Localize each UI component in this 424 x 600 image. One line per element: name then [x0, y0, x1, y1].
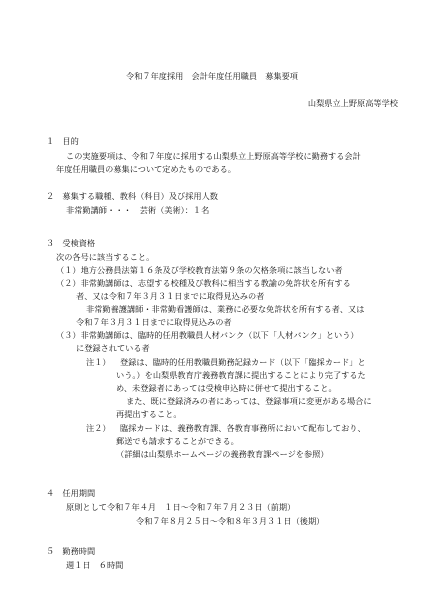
note-line: め、未登録者にあっては受検申込時に併せて提出すること。 — [116, 383, 337, 393]
section-purpose-line: 年度任用職員の募集について定めたものである。 — [56, 164, 236, 174]
section-hours-heading: ５ 勤務時間 — [46, 546, 96, 556]
qualification-item: （２）非常勤講師は、志望する校種及び教科に相当する教諭の免許状を所有する — [56, 278, 351, 288]
section-positions-heading: ２ 募集する職種、教科（科目）及び採用人数 — [46, 191, 218, 201]
section-qualifications-heading: ３ 受検資格 — [46, 238, 96, 248]
section-purpose-heading: １ 目的 — [46, 136, 79, 146]
note-label: 注１） — [86, 357, 111, 367]
note-line: 再提出すること。 — [116, 409, 182, 419]
school-name: 山梨県立上野原高等学校 — [307, 98, 398, 108]
document-title: 令和７年度採用 会計年度任用職員 募集要項 — [126, 71, 298, 81]
section-period-heading: ４ 任用期間 — [46, 488, 96, 498]
qualification-item: 者、又は令和７年３月３１日までに取得見込みの者 — [76, 291, 265, 301]
qualification-item: に登録されている者 — [76, 343, 150, 353]
note-line: 郵送でも請求することができる。 — [116, 436, 239, 446]
period-line: 原則として令和７年４月 １日～令和７年７月２３日（前期） — [66, 502, 296, 512]
section-positions-line: 非常勤講師・・・ 芸術（美術）：１名 — [66, 205, 210, 215]
qualification-item: （３）非常勤講師は、臨時的任用教職員人材バンク（以下「人材バンク」という） — [56, 330, 359, 340]
hours-line: 週１日 ６時間 — [66, 560, 124, 570]
qualification-item: （１）地方公務員法第１６条及び学校教育法第９条の欠格条項に該当しない者 — [56, 265, 343, 275]
section-purpose-line: この実施要項は、令和７年度に採用する山梨県立上野原高等学校に勤務する会計 — [66, 151, 361, 161]
note-line: （詳細は山梨県ホームページの義務教育課ページを参照） — [116, 449, 329, 459]
note-line: 臨採カードは、義務教育課、各教育事務所において配布しており、 — [120, 423, 366, 433]
note-line: また、既に登録済みの者にあっては、登録事項に変更がある場合に — [126, 396, 372, 406]
note-line: 登録は、臨時的任用教職員勤務記録カード（以下「臨採カード」と — [120, 357, 366, 367]
qualification-item: 令和７年３月３１日までに取得見込みの者 — [76, 317, 232, 327]
note-line: いう。）を山梨県教育庁義務教育課に提出することにより完了するた — [116, 370, 366, 380]
qualifications-intro: 次の各号に該当すること。 — [56, 252, 155, 262]
note-label: 注２） — [86, 423, 111, 433]
qualification-item: 非常勤養護講師・非常勤看護師は、業務に必要な免許状を所有する者、又は — [86, 304, 365, 314]
period-line: 令和７年８月２５日～令和８年３月３１日（後期） — [136, 516, 325, 526]
